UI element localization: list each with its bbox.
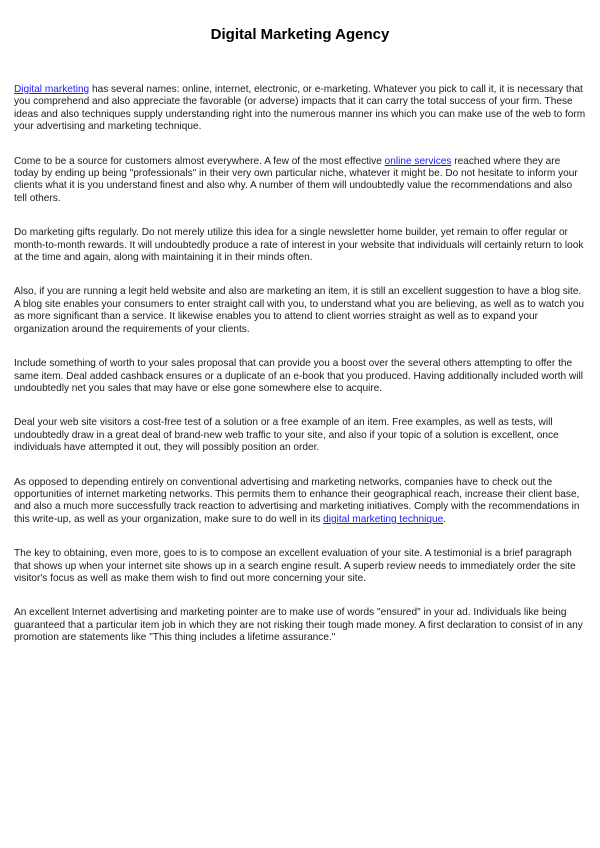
paragraph-4: Also, if you are running a legit held website and also are marketing an item, it is still an excellent suggestion to have a blog site. A blog site enables your consumers to enter straight call with you, to understand what you are believing, as well as to watch you as more significant than a service. It likewise enables you to attend to client worries straight as well as to expand your organization around the requirements of your clients. [14, 286, 585, 335]
paragraph-2-text-after: reached where they are today by ending up being "professionals" in their very own particular niche, whatever it might be. Do not hesitate to inform your clients what it is you understand finest and also why. A number of them will undoubtedly value the recommendations and also tell others. [14, 155, 578, 204]
article-body [14, 84, 586, 667]
paragraph-3: Do marketing gifts regularly. Do not merely utilize this idea for a single newsletter home builder, yet remain to offer regular or month-to-month rewards. It will undoubtedly produce a rate of interest in your website that individuals will certainly return to look at the time and again, along with maintaining it in their minds often. [14, 227, 584, 264]
paragraph-1 [14, 84, 586, 134]
digital-marketing-link[interactable]: Digital marketing [14, 84, 90, 95]
digital-marketing-technique-link[interactable]: digital marketing technique [323, 513, 444, 525]
paragraph-2 [14, 156, 586, 206]
paragraph-5: Include something of worth to your sales proposal that can provide you a boost over the several others attempting to offer the same item. Deal added cashback ensures or a duplicate of an e-book that you produced. Having additionally included worth will undoubtedly net you sales that may have or else gone somewhere else to acquire. [14, 358, 583, 394]
online-services-link[interactable]: online services [384, 155, 452, 167]
page-title: Digital Marketing Agency [210, 26, 390, 43]
paragraph-7 [14, 477, 586, 527]
paragraph-2-text-before: Come to be a source for customers almost everywhere. A few of the most effective [14, 155, 385, 167]
paragraph-6: Deal your web site visitors a cost-free test of a solution or a free example of an item. Free examples, as well as tests, will undoubtedly draw in a great deal of brand-new web traffic to your site, and also if your topic of a solution is excellent, once individuals have attempted it out, they will possibly position an order. [14, 417, 559, 454]
paragraph-1-text: has several names: online, internet, electronic, or e-marketing. Whatever you pick to call it, it is necessary that you comprehend and also appreciate the favorable (or adverse) impacts that it can carry the total success of your firm. These ideas and also techniques supply understanding right into the numerous manner ins which you can make use of the web to form your advertising and marketing technique. [14, 84, 586, 133]
paragraph-9: An excellent Internet advertising and marketing pointer are to make use of words "ensured" in your ad. Individuals like being guaranteed that a particular item job in which they are not risking their tough made money. A first declaration to consist of in any promotion are statements like "This thing includes a lifetime assurance." [14, 607, 583, 644]
paragraph-7-text-after: . [443, 513, 447, 525]
paragraph-7-text-before: As opposed to depending entirely on conventional advertising and marketing networks, companies have to check out the opportunities of internet marketing networks. This permits them to enhance their geographical reach, increase their client base, and also a much more successfully track reaction to advertising and marketing initiatives. Comply with the recommendations in this write-up, as well as your organization, make sure to do well in its [14, 476, 580, 525]
paragraph-8: The key to obtaining, even more, goes to is to compose an excellent evaluation of your site. A testimonial is a brief paragraph that shows up when your internet site shows up in a search engine result. A superb review needs to immediately order the site visitor's focus as well as make them wish to find out more concerning your site. [14, 548, 576, 584]
